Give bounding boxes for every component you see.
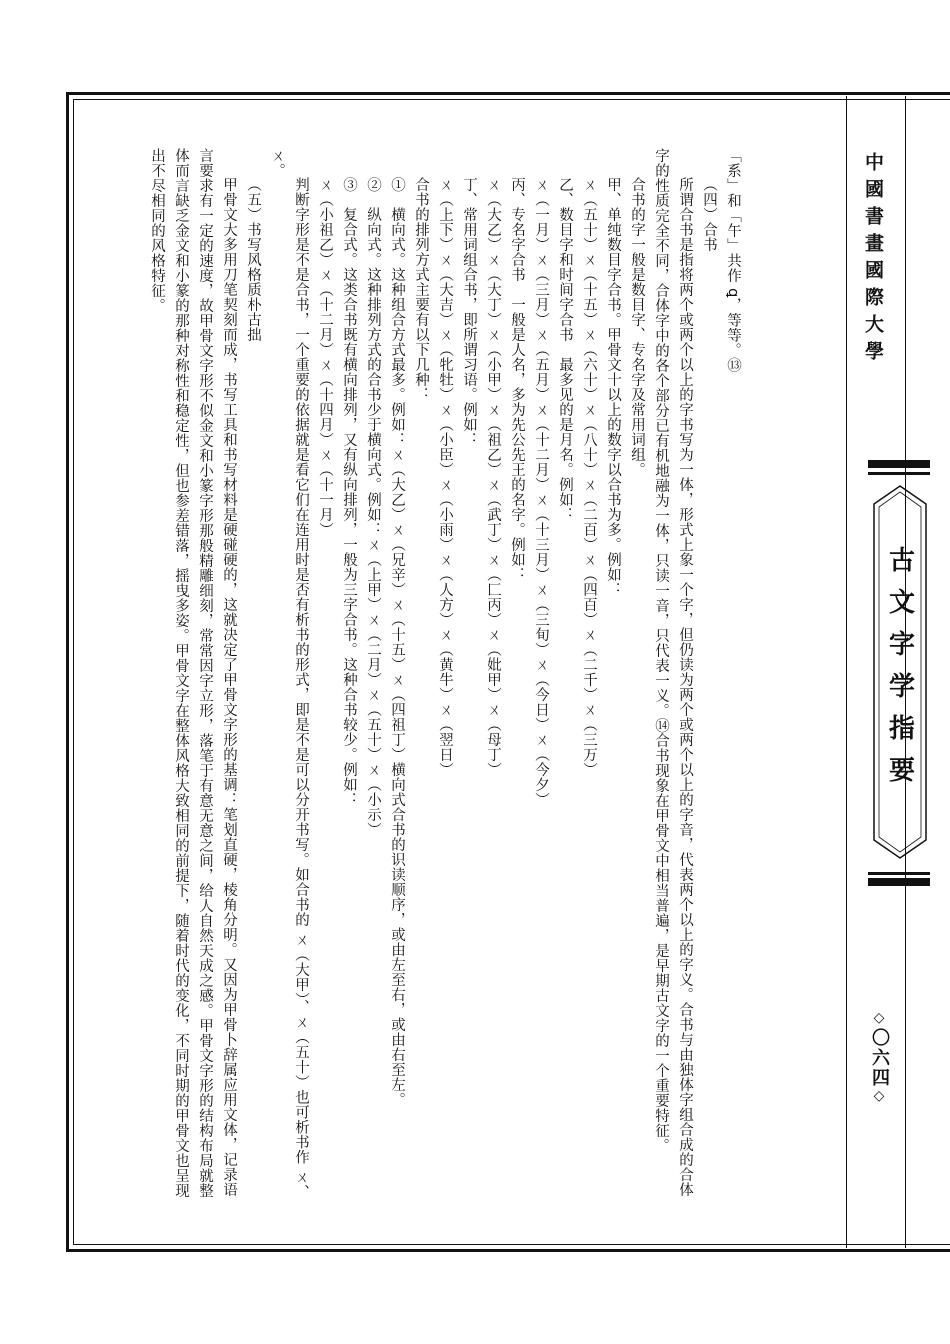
section-heading-style: （五）书写风格质朴古拙 (245, 177, 261, 342)
page-number-block (856, 1010, 892, 1106)
paragraph-compound: ③ 复合式。这类合书既有横向排列，又有纵向排列，一般为三字合书。这种合书较少。例如： (341, 177, 357, 807)
paragraph-ding: 丁、常用词组合书，即所谓习语。例如： (461, 177, 477, 447)
paragraph-definition: 所谓合书是指将两个或两个以上的字书写为一体，形式上象一个字，但仍读为两个或两个以上的字音，代表两个以上的字义。合书与由独体字组合成的合体字的性质完全不同，合体字中的各个部分已有机地融为一体，只读一音，只代表一义。⑭合书现象在甲骨文中相当普遍，是早期古文字的一个重要特征。 (653, 148, 693, 1197)
paragraph-style: 甲骨文大多用刀笔契刻而成，书写工具和书写材料是硬碰硬的，这就决定了甲骨文字形的基调：笔划直硬，棱角分明。又因为甲骨卜辞属应用文体，记录语言要求有一定的速度，故甲骨文字形不似金文和小篆字形那般精雕细刻，常常因字立形，落笔于有意无意之间，给人自然天成之感。甲骨文字形的结构布局就整体而言缺乏金文和小篆的那种对称性和稳定性，但也参差错落，摇曳多姿。甲骨文字在整体风格大致相同的前提下，随着时代的变化，不同时期的甲骨文也呈现出不尽相同的风格特征。 (149, 148, 237, 1198)
diamond-icon: ◇ (871, 1010, 887, 1028)
paragraph-bing: 丙、专名字合书 一般是人名，多为先公先王的名字。例如： (509, 177, 525, 582)
paragraph-vertical: ② 纵向式。这种排列方式的合书少于横向式。例如：ㄨ（上甲）ㄨ（二月）ㄨ（五十）ㄨ（小示） (365, 177, 381, 837)
examples-idioms: ㄨ（上下）ㄨ（大吉）ㄨ（牝牡）ㄨ（小臣）ㄨ（小雨）ㄨ（人方）ㄨ（黄牛）ㄨ（翌日） (437, 177, 453, 777)
paragraph-horizontal: ① 横向式。这种组合方式最多。例如：ㄨ（大乙）ㄨ（兄辛）ㄨ（十五）ㄨ（四祖丁）横向式合书的识读顺序，或由左至右，或由右至左。 (389, 177, 405, 1107)
section-heading-hebshu: （四）合书 (701, 177, 717, 252)
title-bar-bottom-thin (868, 872, 930, 875)
margin-rule-left (846, 96, 847, 1248)
body-text (125, 148, 745, 1208)
paragraph-xi-wu: 「系」和「午」共作 ꝗ，等等。⑬ (725, 148, 741, 373)
diamond-icon: ◇ (871, 1088, 887, 1106)
paragraph-jia: 甲、单纯数目字合书。甲骨文十以上的数字以合书为多。例如： (605, 177, 621, 597)
university-name: 中國書畫國際大學 (862, 152, 884, 368)
examples-numbers: ㄨ（五十）ㄨ（十五）ㄨ（六十）ㄨ（八十）ㄨ（二百）ㄨ（四百）ㄨ（二千）ㄨ（三万） (581, 177, 597, 777)
paragraph-types: 合书的字一般是数目字、专名字及常用词组。 (629, 177, 645, 477)
book-title: 古文字学指要 (884, 546, 915, 798)
paragraph-judgement: 判断字形是不是合书，一个重要的依据就是看它们在连用时是否有析书的形式，即是不是可以分开书写。如合书的 ㄨ（大甲）、ㄨ（五十）也可析书作 ㄨ、ㄨ。 (269, 148, 309, 1200)
paragraph-arrangement: 合书的排列方式主要有以下几种： (413, 177, 429, 402)
book-title-box (870, 482, 930, 862)
title-bar-top-thin (868, 472, 930, 475)
paragraph-yi: 乙、数目字和时间字合书 最多见的是月名。例如： (557, 177, 573, 522)
title-bar-top-thick (868, 460, 930, 468)
page-number: 〇六四 (869, 1028, 890, 1088)
examples-names: ㄨ（大乙）ㄨ（大丁）ㄨ（小甲）ㄨ（祖乙）ㄨ（武丁）ㄨ（匚丙）ㄨ（妣甲）ㄨ（母丁） (485, 177, 501, 777)
title-bar-bottom-thick (868, 878, 930, 886)
examples-months: ㄨ（一月）ㄨ（三月）ㄨ（五月）ㄨ（十二月）ㄨ（十三月）ㄨ（三旬）ㄨ（今日）ㄨ（今夕） (533, 177, 549, 807)
examples-compound: ㄨ（小祖乙）ㄨ（十二月）ㄨ（十四月）ㄨ（十一月） (317, 177, 333, 537)
